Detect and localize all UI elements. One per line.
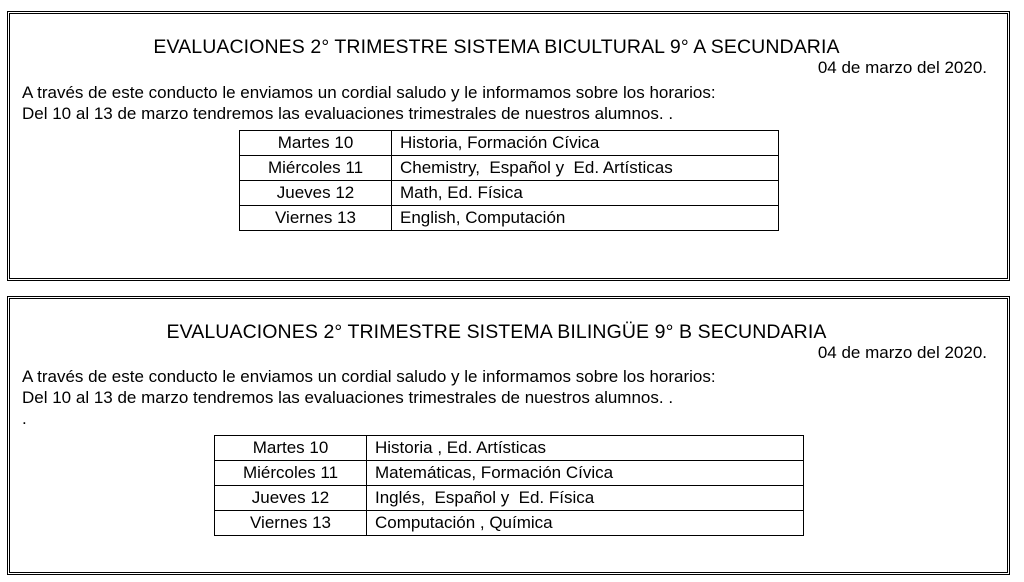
- day-cell: Viernes 13: [215, 511, 367, 536]
- notice-title-text: EVALUACIONES 2° TRIMESTRE SISTEMA BICULTURAL 9° A SECUNDARIA: [153, 36, 840, 58]
- table-row: [215, 461, 804, 486]
- notice-body: [22, 366, 716, 429]
- notice-9b: [7, 296, 1010, 575]
- notice-date: 04 de marzo del 2020.: [817, 58, 987, 77]
- day-cell: Martes 10: [240, 131, 392, 156]
- notice-title: [10, 321, 1007, 344]
- day-cell: Jueves 12: [215, 486, 367, 511]
- table-row: [240, 156, 779, 181]
- subjects-cell: Computación , Química: [367, 511, 804, 536]
- day-cell: Martes 10: [215, 436, 367, 461]
- day-cell: Miércoles 11: [240, 156, 392, 181]
- schedule-table: [214, 435, 804, 536]
- notice-title: [10, 36, 1007, 59]
- subjects-cell: Math, Ed. Física: [392, 181, 779, 206]
- body-line-dot: .: [22, 409, 27, 428]
- subjects-cell: Chemistry, Español y Ed. Artísticas: [392, 156, 779, 181]
- table-row: [240, 181, 779, 206]
- body-line-dates: Del 10 al 13 de marzo tendremos las evaluaciones trimestrales de nuestros alumnos. .: [22, 104, 674, 123]
- notice-9a: [7, 11, 1010, 281]
- body-line-greeting: A través de este conducto le enviamos un cordial saludo y le informamos sobre los horarios:: [22, 367, 716, 386]
- notice-title-text: EVALUACIONES 2° TRIMESTRE SISTEMA BILINGÜE 9° B SECUNDARIA: [166, 321, 827, 343]
- subjects-cell: Inglés, Español y Ed. Física: [367, 486, 804, 511]
- subjects-cell: Historia, Formación Cívica: [392, 131, 779, 156]
- subjects-cell: Matemáticas, Formación Cívica: [367, 461, 804, 486]
- day-cell: Viernes 13: [240, 206, 392, 231]
- table-row: [240, 206, 779, 231]
- notice-date: 04 de marzo del 2020.: [817, 343, 987, 362]
- subjects-cell: Historia , Ed. Artísticas: [367, 436, 804, 461]
- schedule-table: [239, 130, 779, 231]
- body-line-greeting: A través de este conducto le enviamos un cordial saludo y le informamos sobre los horarios:: [22, 83, 716, 102]
- body-line-dates: Del 10 al 13 de marzo tendremos las evaluaciones trimestrales de nuestros alumnos. .: [22, 388, 674, 407]
- day-cell: Miércoles 11: [215, 461, 367, 486]
- table-row: [215, 486, 804, 511]
- table-row: [215, 436, 804, 461]
- subjects-cell: English, Computación: [392, 206, 779, 231]
- notice-body: [22, 82, 716, 124]
- table-row: [240, 131, 779, 156]
- day-cell: Jueves 12: [240, 181, 392, 206]
- table-row: [215, 511, 804, 536]
